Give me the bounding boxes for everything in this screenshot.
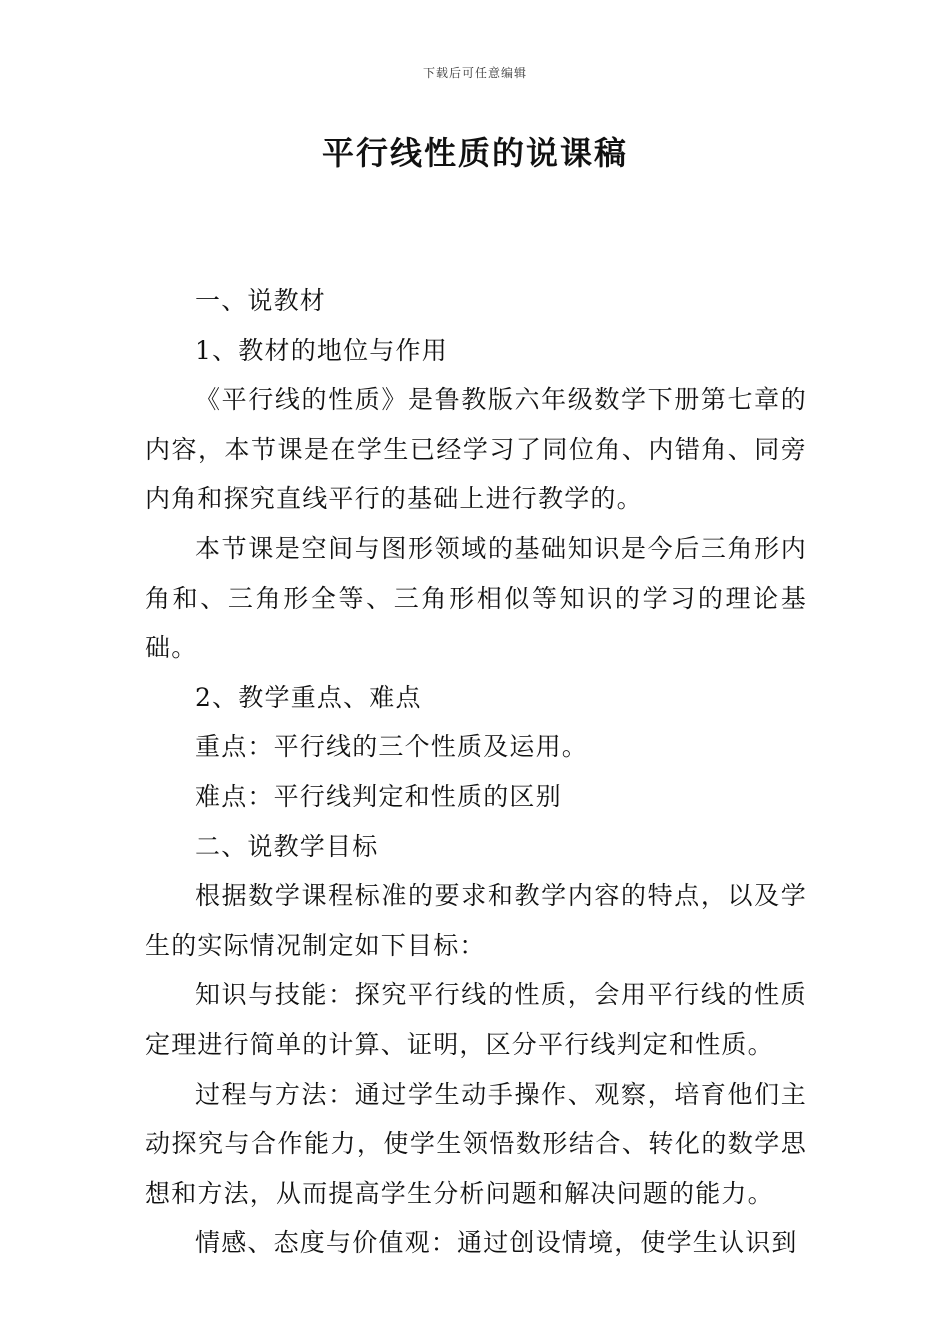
paragraph: 根据数学课程标准的要求和教学内容的特点，以及学生的实际情况制定如下目标： [145, 881, 807, 960]
paragraph: 知识与技能：探究平行线的性质，会用平行线的性质定理进行简单的计算、证明，区分平行线判定和性质。 [145, 980, 807, 1059]
subsection-heading: 1、教材的地位与作用 [195, 335, 448, 365]
document-body [145, 276, 807, 1268]
paragraph: 《平行线的性质》是鲁教版六年级数学下册第七章的内容，本节课是在学生已经学习了同位角、内错角、同旁内角和探究直线平行的基础上进行教学的。 [145, 385, 807, 514]
paragraph: 过程与方法：通过学生动手操作、观察，培育他们主动探究与合作能力，使学生领悟数形结合、转化的数学思想和方法，从而提高学生分析问题和解决问题的能力。 [145, 1079, 807, 1208]
header-note: 下载后可任意编辑 [422, 66, 527, 80]
subsection-heading: 2、教学重点、难点 [195, 682, 422, 712]
paragraph: 本节课是空间与图形领域的基础知识是今后三角形内角和、三角形全等、三角形相似等知识的学习的理论基础。 [145, 533, 807, 663]
paragraph: 重点：平行线的三个性质及运用。 [195, 732, 589, 762]
section-heading: 二、说教学目标 [195, 831, 379, 861]
section-heading: 一、说教材 [195, 286, 327, 315]
document-title: 平行线性质的说课稿 [321, 134, 628, 172]
paragraph: 情感、态度与价值观：通过创设情境，使学生认识到 [195, 1228, 798, 1258]
paragraph: 难点：平行线判定和性质的区别 [195, 781, 562, 811]
